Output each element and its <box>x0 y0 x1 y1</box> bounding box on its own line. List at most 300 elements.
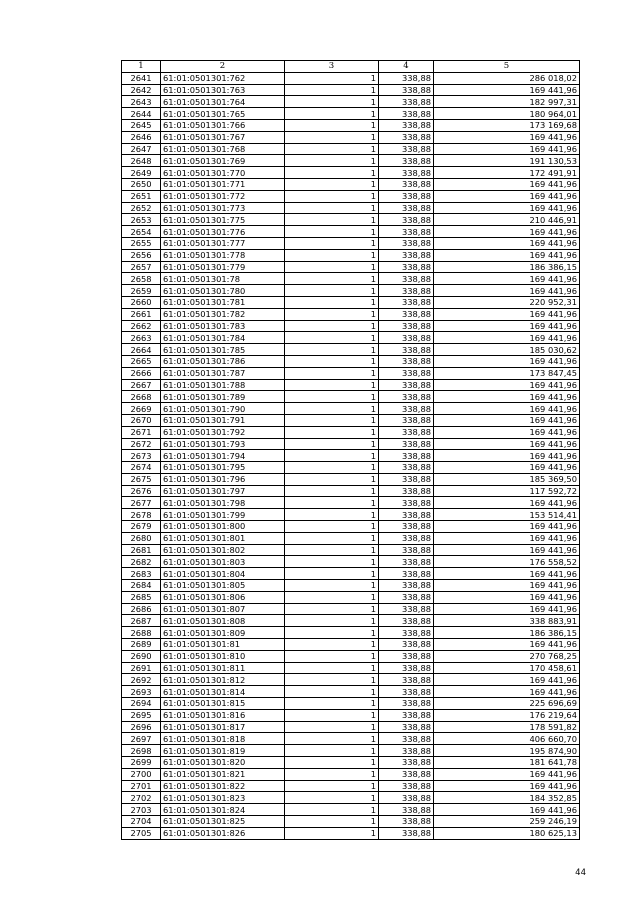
cadastral-number-cell: 61:01:0501301:825 <box>161 816 285 828</box>
value-cell: 169 441,96 <box>434 285 580 297</box>
area-cell: 338,88 <box>379 462 434 474</box>
table-row <box>122 674 580 686</box>
area-cell: 338,88 <box>379 615 434 627</box>
row-number-cell: 2657 <box>122 261 161 273</box>
table-row <box>122 296 580 308</box>
area-cell: 338,88 <box>379 721 434 733</box>
row-number-cell: 2653 <box>122 214 161 226</box>
row-number-cell: 2681 <box>122 544 161 556</box>
table-row <box>122 249 580 261</box>
value-cell: 338 883,91 <box>434 615 580 627</box>
count-cell: 1 <box>285 296 379 308</box>
table-row <box>122 96 580 108</box>
value-cell: 169 441,96 <box>434 332 580 344</box>
area-cell: 338,88 <box>379 497 434 509</box>
table-row <box>122 391 580 403</box>
value-cell: 169 441,96 <box>434 131 580 143</box>
count-cell: 1 <box>285 332 379 344</box>
cadastral-number-cell: 61:01:0501301:816 <box>161 709 285 721</box>
area-cell: 338,88 <box>379 485 434 497</box>
table-row <box>122 532 580 544</box>
value-cell: 170 458,61 <box>434 662 580 674</box>
cadastral-number-cell: 61:01:0501301:794 <box>161 450 285 462</box>
row-number-cell: 2700 <box>122 768 161 780</box>
value-cell: 169 441,96 <box>434 521 580 533</box>
count-cell: 1 <box>285 485 379 497</box>
table-row <box>122 627 580 639</box>
row-number-cell: 2695 <box>122 709 161 721</box>
value-cell: 169 441,96 <box>434 190 580 202</box>
count-cell: 1 <box>285 214 379 226</box>
table-row <box>122 521 580 533</box>
cadastral-number-cell: 61:01:0501301:792 <box>161 426 285 438</box>
table-row <box>122 426 580 438</box>
cadastral-number-cell: 61:01:0501301:812 <box>161 674 285 686</box>
cadastral-number-cell: 61:01:0501301:782 <box>161 308 285 320</box>
column-header-5: 5 <box>434 61 580 73</box>
cadastral-number-cell: 61:01:0501301:823 <box>161 792 285 804</box>
area-cell: 338,88 <box>379 532 434 544</box>
count-cell: 1 <box>285 131 379 143</box>
table-row <box>122 261 580 273</box>
cadastral-number-cell: 61:01:0501301:800 <box>161 521 285 533</box>
value-cell: 172 491,91 <box>434 167 580 179</box>
area-cell: 338,88 <box>379 285 434 297</box>
count-cell: 1 <box>285 580 379 592</box>
value-cell: 195 874,90 <box>434 745 580 757</box>
value-cell: 169 441,96 <box>434 237 580 249</box>
value-cell: 169 441,96 <box>434 544 580 556</box>
table-row <box>122 603 580 615</box>
cadastral-number-cell: 61:01:0501301:81 <box>161 639 285 651</box>
table-row <box>122 367 580 379</box>
count-cell: 1 <box>285 686 379 698</box>
count-cell: 1 <box>285 568 379 580</box>
row-number-cell: 2688 <box>122 627 161 639</box>
row-number-cell: 2648 <box>122 155 161 167</box>
column-header-1: 1 <box>122 61 161 73</box>
table-row <box>122 143 580 155</box>
table-row <box>122 662 580 674</box>
area-cell: 338,88 <box>379 155 434 167</box>
count-cell: 1 <box>285 650 379 662</box>
value-cell: 181 641,78 <box>434 757 580 769</box>
cadastral-number-cell: 61:01:0501301:796 <box>161 473 285 485</box>
value-cell: 185 030,62 <box>434 344 580 356</box>
value-cell: 169 441,96 <box>434 308 580 320</box>
area-cell: 338,88 <box>379 757 434 769</box>
value-cell: 169 441,96 <box>434 178 580 190</box>
cadastral-number-cell: 61:01:0501301:795 <box>161 462 285 474</box>
row-number-cell: 2690 <box>122 650 161 662</box>
area-cell: 338,88 <box>379 662 434 674</box>
area-cell: 338,88 <box>379 226 434 238</box>
row-number-cell: 2674 <box>122 462 161 474</box>
table-row <box>122 591 580 603</box>
row-number-cell: 2675 <box>122 473 161 485</box>
value-cell: 180 625,13 <box>434 827 580 839</box>
area-cell: 338,88 <box>379 367 434 379</box>
cadastral-number-cell: 61:01:0501301:805 <box>161 580 285 592</box>
area-cell: 338,88 <box>379 650 434 662</box>
count-cell: 1 <box>285 237 379 249</box>
cadastral-number-cell: 61:01:0501301:791 <box>161 414 285 426</box>
value-cell: 270 768,25 <box>434 650 580 662</box>
row-number-cell: 2671 <box>122 426 161 438</box>
value-cell: 191 130,53 <box>434 155 580 167</box>
area-cell: 338,88 <box>379 237 434 249</box>
value-cell: 176 219,64 <box>434 709 580 721</box>
value-cell: 169 441,96 <box>434 639 580 651</box>
area-cell: 338,88 <box>379 391 434 403</box>
area-cell: 338,88 <box>379 709 434 721</box>
row-number-cell: 2680 <box>122 532 161 544</box>
row-number-cell: 2642 <box>122 84 161 96</box>
area-cell: 338,88 <box>379 804 434 816</box>
table-row <box>122 686 580 698</box>
cadastral-number-cell: 61:01:0501301:764 <box>161 96 285 108</box>
count-cell: 1 <box>285 509 379 521</box>
value-cell: 176 558,52 <box>434 556 580 568</box>
value-cell: 169 441,96 <box>434 532 580 544</box>
table-row <box>122 568 580 580</box>
row-number-cell: 2672 <box>122 438 161 450</box>
cadastral-number-cell: 61:01:0501301:821 <box>161 768 285 780</box>
cadastral-number-cell: 61:01:0501301:781 <box>161 296 285 308</box>
cadastral-number-cell: 61:01:0501301:784 <box>161 332 285 344</box>
table-row <box>122 214 580 226</box>
count-cell: 1 <box>285 167 379 179</box>
value-cell: 173 847,45 <box>434 367 580 379</box>
value-cell: 220 952,31 <box>434 296 580 308</box>
row-number-cell: 2655 <box>122 237 161 249</box>
cadastral-number-cell: 61:01:0501301:802 <box>161 544 285 556</box>
cadastral-number-cell: 61:01:0501301:790 <box>161 403 285 415</box>
value-cell: 184 352,85 <box>434 792 580 804</box>
value-cell: 186 386,15 <box>434 627 580 639</box>
cadastral-number-cell: 61:01:0501301:810 <box>161 650 285 662</box>
area-cell: 338,88 <box>379 119 434 131</box>
value-cell: 169 441,96 <box>434 497 580 509</box>
table-row <box>122 733 580 745</box>
cadastral-number-cell: 61:01:0501301:788 <box>161 379 285 391</box>
row-number-cell: 2662 <box>122 320 161 332</box>
table-row <box>122 119 580 131</box>
area-cell: 338,88 <box>379 403 434 415</box>
row-number-cell: 2665 <box>122 355 161 367</box>
area-cell: 338,88 <box>379 780 434 792</box>
row-number-cell: 2684 <box>122 580 161 592</box>
row-number-cell: 2647 <box>122 143 161 155</box>
row-number-cell: 2689 <box>122 639 161 651</box>
count-cell: 1 <box>285 249 379 261</box>
cadastral-number-cell: 61:01:0501301:769 <box>161 155 285 167</box>
count-cell: 1 <box>285 72 379 84</box>
count-cell: 1 <box>285 827 379 839</box>
count-cell: 1 <box>285 462 379 474</box>
table-row <box>122 273 580 285</box>
count-cell: 1 <box>285 768 379 780</box>
value-cell: 169 441,96 <box>434 462 580 474</box>
cadastral-number-cell: 61:01:0501301:789 <box>161 391 285 403</box>
area-cell: 338,88 <box>379 603 434 615</box>
value-cell: 169 441,96 <box>434 591 580 603</box>
value-cell: 169 441,96 <box>434 273 580 285</box>
area-cell: 338,88 <box>379 379 434 391</box>
value-cell: 169 441,96 <box>434 414 580 426</box>
row-number-cell: 2667 <box>122 379 161 391</box>
area-cell: 338,88 <box>379 627 434 639</box>
area-cell: 338,88 <box>379 414 434 426</box>
count-cell: 1 <box>285 544 379 556</box>
count-cell: 1 <box>285 627 379 639</box>
table-row <box>122 285 580 297</box>
row-number-cell: 2702 <box>122 792 161 804</box>
value-cell: 210 446,91 <box>434 214 580 226</box>
table-row <box>122 580 580 592</box>
count-cell: 1 <box>285 450 379 462</box>
cadastral-number-cell: 61:01:0501301:777 <box>161 237 285 249</box>
value-cell: 169 441,96 <box>434 202 580 214</box>
value-cell: 182 997,31 <box>434 96 580 108</box>
table-row <box>122 167 580 179</box>
table-row <box>122 72 580 84</box>
count-cell: 1 <box>285 391 379 403</box>
table-row <box>122 709 580 721</box>
count-cell: 1 <box>285 119 379 131</box>
area-cell: 338,88 <box>379 249 434 261</box>
cadastral-number-cell: 61:01:0501301:803 <box>161 556 285 568</box>
count-cell: 1 <box>285 497 379 509</box>
value-cell: 169 441,96 <box>434 379 580 391</box>
table-row <box>122 804 580 816</box>
cadastral-number-cell: 61:01:0501301:763 <box>161 84 285 96</box>
cadastral-number-cell: 61:01:0501301:826 <box>161 827 285 839</box>
column-header-4: 4 <box>379 61 434 73</box>
cadastral-number-cell: 61:01:0501301:815 <box>161 698 285 710</box>
count-cell: 1 <box>285 202 379 214</box>
table-row <box>122 202 580 214</box>
row-number-cell: 2644 <box>122 108 161 120</box>
count-cell: 1 <box>285 804 379 816</box>
cadastral-number-cell: 61:01:0501301:811 <box>161 662 285 674</box>
row-number-cell: 2669 <box>122 403 161 415</box>
row-number-cell: 2687 <box>122 615 161 627</box>
cadastral-number-cell: 61:01:0501301:772 <box>161 190 285 202</box>
area-cell: 338,88 <box>379 686 434 698</box>
value-cell: 169 441,96 <box>434 580 580 592</box>
cadastral-number-cell: 61:01:0501301:765 <box>161 108 285 120</box>
count-cell: 1 <box>285 792 379 804</box>
table-row <box>122 757 580 769</box>
count-cell: 1 <box>285 190 379 202</box>
table-row <box>122 509 580 521</box>
row-number-cell: 2694 <box>122 698 161 710</box>
area-cell: 338,88 <box>379 827 434 839</box>
table-row <box>122 485 580 497</box>
count-cell: 1 <box>285 426 379 438</box>
table-body <box>122 72 580 839</box>
count-cell: 1 <box>285 721 379 733</box>
table-row <box>122 698 580 710</box>
row-number-cell: 2658 <box>122 273 161 285</box>
table-row <box>122 355 580 367</box>
area-cell: 338,88 <box>379 568 434 580</box>
area-cell: 338,88 <box>379 698 434 710</box>
table-row <box>122 403 580 415</box>
area-cell: 338,88 <box>379 320 434 332</box>
table-row <box>122 639 580 651</box>
value-cell: 169 441,96 <box>434 603 580 615</box>
cadastral-number-cell: 61:01:0501301:770 <box>161 167 285 179</box>
area-cell: 338,88 <box>379 768 434 780</box>
cadastral-number-cell: 61:01:0501301:820 <box>161 757 285 769</box>
count-cell: 1 <box>285 698 379 710</box>
table-row <box>122 780 580 792</box>
value-cell: 169 441,96 <box>434 226 580 238</box>
row-number-cell: 2699 <box>122 757 161 769</box>
cadastral-number-cell: 61:01:0501301:806 <box>161 591 285 603</box>
cadastral-number-cell: 61:01:0501301:778 <box>161 249 285 261</box>
table-row <box>122 308 580 320</box>
count-cell: 1 <box>285 96 379 108</box>
value-cell: 178 591,82 <box>434 721 580 733</box>
row-number-cell: 2654 <box>122 226 161 238</box>
area-cell: 338,88 <box>379 521 434 533</box>
area-cell: 338,88 <box>379 167 434 179</box>
count-cell: 1 <box>285 155 379 167</box>
cadastral-number-cell: 61:01:0501301:776 <box>161 226 285 238</box>
row-number-cell: 2691 <box>122 662 161 674</box>
count-cell: 1 <box>285 273 379 285</box>
area-cell: 338,88 <box>379 344 434 356</box>
row-number-cell: 2666 <box>122 367 161 379</box>
count-cell: 1 <box>285 709 379 721</box>
cadastral-number-cell: 61:01:0501301:775 <box>161 214 285 226</box>
column-header-3: 3 <box>285 61 379 73</box>
row-number-cell: 2660 <box>122 296 161 308</box>
table-row <box>122 615 580 627</box>
table-row <box>122 745 580 757</box>
area-cell: 338,88 <box>379 332 434 344</box>
row-number-cell: 2676 <box>122 485 161 497</box>
value-cell: 185 369,50 <box>434 473 580 485</box>
row-number-cell: 2663 <box>122 332 161 344</box>
count-cell: 1 <box>285 261 379 273</box>
count-cell: 1 <box>285 285 379 297</box>
value-cell: 169 441,96 <box>434 450 580 462</box>
cadastral-number-cell: 61:01:0501301:793 <box>161 438 285 450</box>
area-cell: 338,88 <box>379 473 434 485</box>
area-cell: 338,88 <box>379 426 434 438</box>
table-row <box>122 237 580 249</box>
count-cell: 1 <box>285 438 379 450</box>
row-number-cell: 2677 <box>122 497 161 509</box>
row-number-cell: 2679 <box>122 521 161 533</box>
row-number-cell: 2697 <box>122 733 161 745</box>
area-cell: 338,88 <box>379 580 434 592</box>
count-cell: 1 <box>285 143 379 155</box>
cadastral-number-cell: 61:01:0501301:819 <box>161 745 285 757</box>
table-row <box>122 131 580 143</box>
count-cell: 1 <box>285 108 379 120</box>
row-number-cell: 2664 <box>122 344 161 356</box>
value-cell: 169 441,96 <box>434 355 580 367</box>
row-number-cell: 2651 <box>122 190 161 202</box>
value-cell: 169 441,96 <box>434 320 580 332</box>
area-cell: 338,88 <box>379 190 434 202</box>
value-cell: 225 696,69 <box>434 698 580 710</box>
row-number-cell: 2678 <box>122 509 161 521</box>
area-cell: 338,88 <box>379 202 434 214</box>
row-number-cell: 2649 <box>122 167 161 179</box>
value-cell: 169 441,96 <box>434 391 580 403</box>
table-row <box>122 462 580 474</box>
count-cell: 1 <box>285 674 379 686</box>
area-cell: 338,88 <box>379 816 434 828</box>
table-row <box>122 792 580 804</box>
row-number-cell: 2652 <box>122 202 161 214</box>
cadastral-number-cell: 61:01:0501301:798 <box>161 497 285 509</box>
area-cell: 338,88 <box>379 674 434 686</box>
cadastral-number-cell: 61:01:0501301:809 <box>161 627 285 639</box>
value-cell: 169 441,96 <box>434 143 580 155</box>
column-header-2: 2 <box>161 61 285 73</box>
cadastral-number-cell: 61:01:0501301:822 <box>161 780 285 792</box>
row-number-cell: 2698 <box>122 745 161 757</box>
row-number-cell: 2686 <box>122 603 161 615</box>
cadastral-number-cell: 61:01:0501301:797 <box>161 485 285 497</box>
area-cell: 338,88 <box>379 108 434 120</box>
value-cell: 169 441,96 <box>434 768 580 780</box>
page-number: 44 <box>575 868 586 878</box>
count-cell: 1 <box>285 603 379 615</box>
value-cell: 169 441,96 <box>434 804 580 816</box>
table-row <box>122 450 580 462</box>
value-cell: 153 514,41 <box>434 509 580 521</box>
table-row <box>122 379 580 391</box>
cadastral-number-cell: 61:01:0501301:771 <box>161 178 285 190</box>
row-number-cell: 2646 <box>122 131 161 143</box>
area-cell: 338,88 <box>379 214 434 226</box>
row-number-cell: 2693 <box>122 686 161 698</box>
value-cell: 117 592,72 <box>434 485 580 497</box>
area-cell: 338,88 <box>379 591 434 603</box>
count-cell: 1 <box>285 780 379 792</box>
cadastral-number-cell: 61:01:0501301:762 <box>161 72 285 84</box>
count-cell: 1 <box>285 639 379 651</box>
table-row <box>122 827 580 839</box>
area-cell: 338,88 <box>379 131 434 143</box>
row-number-cell: 2670 <box>122 414 161 426</box>
value-cell: 180 964,01 <box>434 108 580 120</box>
row-number-cell: 2685 <box>122 591 161 603</box>
count-cell: 1 <box>285 320 379 332</box>
area-cell: 338,88 <box>379 639 434 651</box>
count-cell: 1 <box>285 344 379 356</box>
count-cell: 1 <box>285 84 379 96</box>
cadastral-number-cell: 61:01:0501301:799 <box>161 509 285 521</box>
count-cell: 1 <box>285 367 379 379</box>
value-cell: 406 660,70 <box>434 733 580 745</box>
row-number-cell: 2661 <box>122 308 161 320</box>
table-row <box>122 320 580 332</box>
area-cell: 338,88 <box>379 308 434 320</box>
count-cell: 1 <box>285 615 379 627</box>
table-row <box>122 84 580 96</box>
table-row <box>122 438 580 450</box>
cadastral-number-cell: 61:01:0501301:804 <box>161 568 285 580</box>
